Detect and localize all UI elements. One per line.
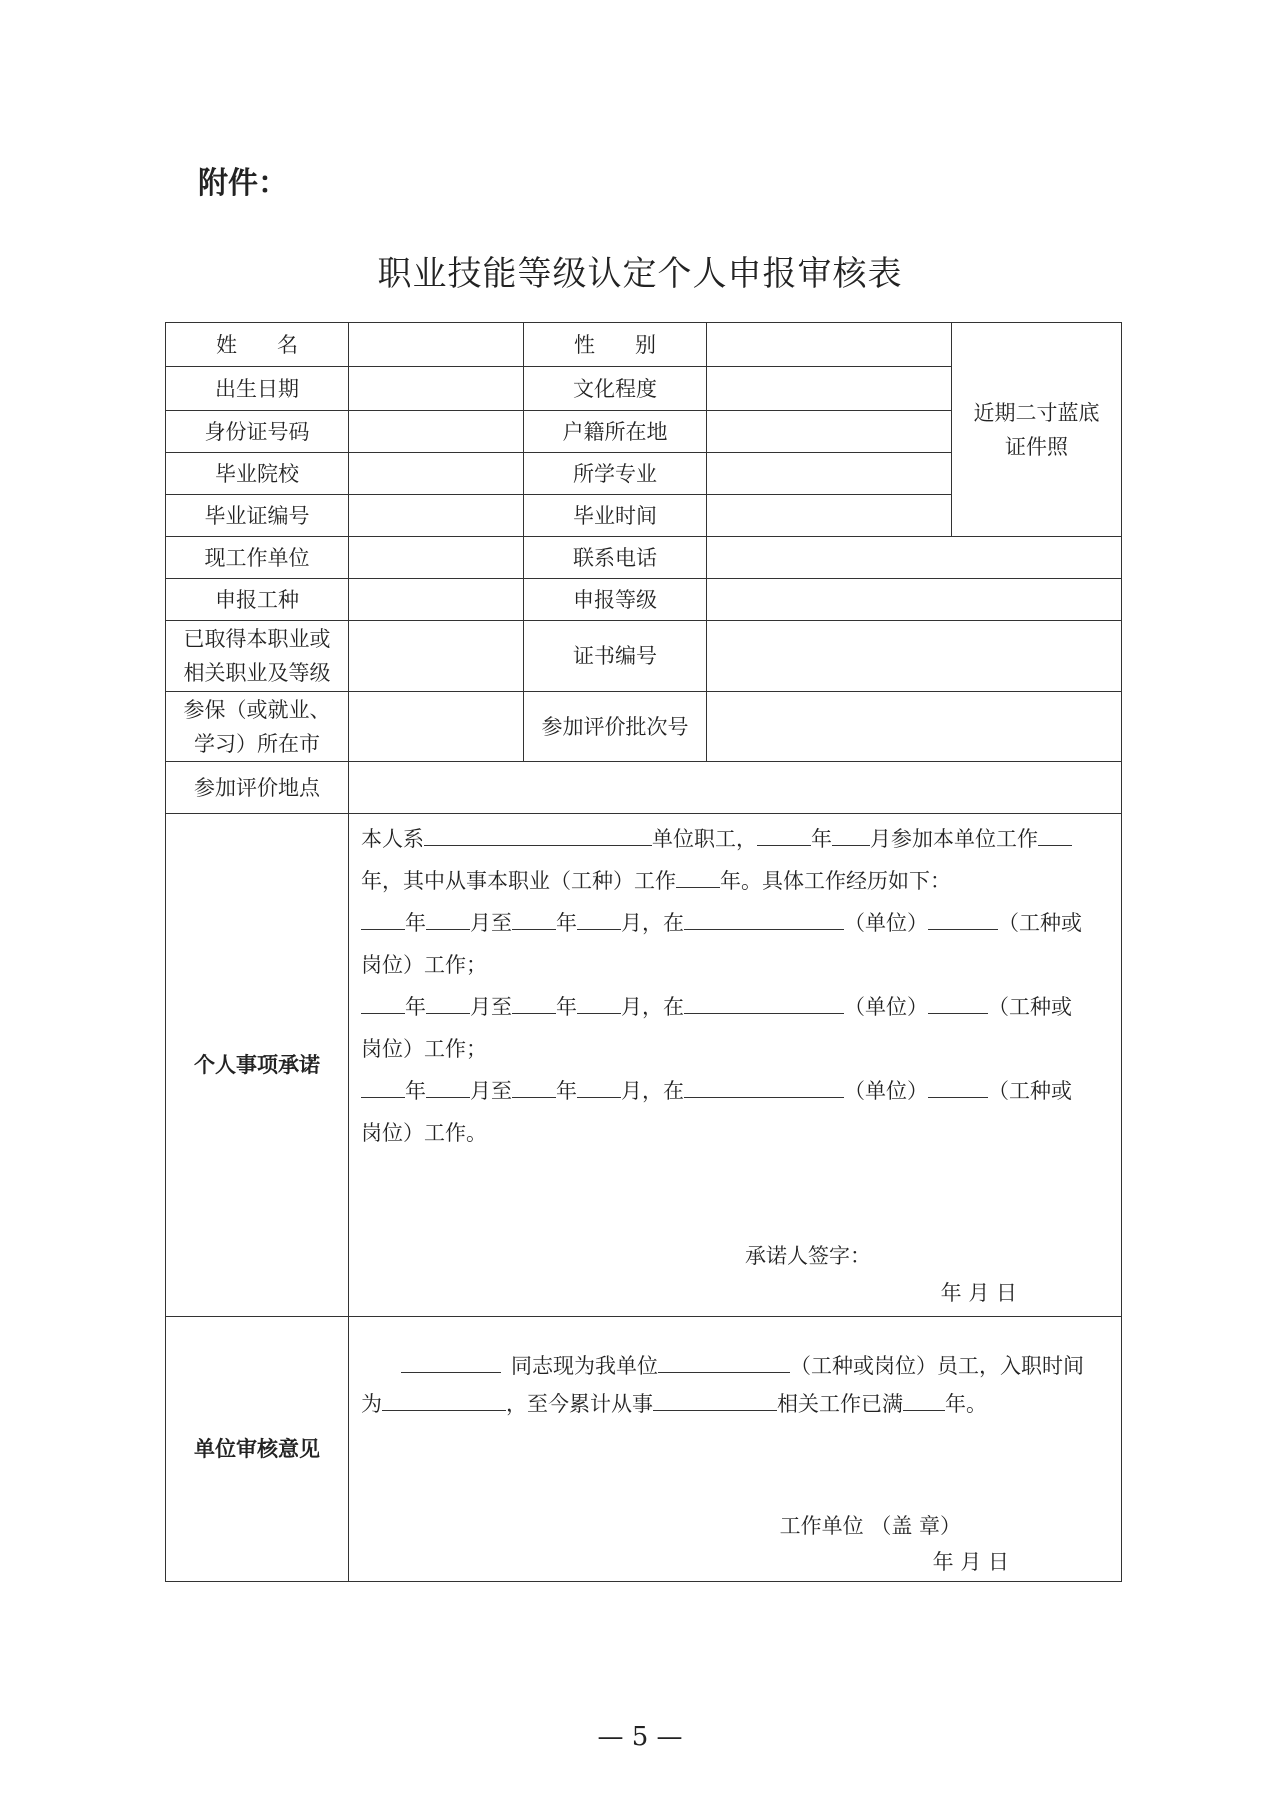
history-row-2-cont: 岗位）工作；: [361, 1037, 487, 1061]
blank-h3-m1[interactable]: [426, 1075, 470, 1098]
blank-h2-m1[interactable]: [426, 991, 470, 1014]
audit-label: 单位审核意见: [166, 1317, 349, 1582]
blank-work-years[interactable]: [676, 865, 720, 888]
blank-h2-y2[interactable]: [512, 991, 556, 1014]
photo-label-line1: 近期二寸蓝底: [973, 400, 1100, 425]
obtained-level-label: [166, 621, 349, 692]
form-title: 职业技能等级认定个人申报审核表: [377, 254, 903, 294]
birth-date-field[interactable]: [349, 367, 524, 411]
obtained-level-label-line1: 已取得本职业或: [183, 627, 331, 651]
photo-box[interactable]: [952, 323, 1122, 537]
apply-level-label: 申报等级: [524, 579, 707, 621]
blank-h1-y2[interactable]: [512, 907, 556, 930]
blank-year-tail[interactable]: [1038, 823, 1072, 846]
application-form-table: [165, 322, 1122, 1582]
audit-stamp-label: 工作单位 （盖 章）: [779, 1514, 961, 1538]
blank-start-month[interactable]: [832, 823, 870, 846]
pledge-line-2: 年，其中从事本职业（工种）工作 年。具体工作经历如下：: [361, 862, 1111, 900]
apply-level-field[interactable]: [707, 579, 1122, 621]
batch-no-field[interactable]: [707, 692, 1122, 762]
blank-h3-m2[interactable]: [577, 1075, 621, 1098]
cert-no-field[interactable]: [707, 621, 1122, 692]
pledge-date: 年 月 日: [940, 1281, 1017, 1305]
household-field[interactable]: [707, 411, 952, 453]
education-label: 文化程度: [524, 367, 707, 411]
obtained-level-label-line2: 相关职业及等级: [183, 661, 331, 685]
blank-h2-y1[interactable]: [361, 991, 405, 1014]
insured-city-label-line2: 学习）所在市: [194, 731, 320, 756]
school-field[interactable]: [349, 453, 524, 495]
birth-date-label: 出生日期: [166, 367, 349, 411]
blank-h1-y1[interactable]: [361, 907, 405, 930]
grad-time-label: 毕业时间: [524, 495, 707, 537]
diploma-no-field[interactable]: [349, 495, 524, 537]
blank-h3-y2[interactable]: [512, 1075, 556, 1098]
attachment-label: 附件：: [198, 166, 288, 201]
blank-audit-hire-date[interactable]: [382, 1388, 506, 1411]
id-number-label: 身份证号码: [166, 411, 349, 453]
pledge-signer-label: 承诺人签字：: [745, 1244, 871, 1268]
household-label: 户籍所在地: [524, 411, 707, 453]
blank-h2-m2[interactable]: [577, 991, 621, 1014]
blank-start-year[interactable]: [757, 823, 811, 846]
eval-site-label: 参加评价地点: [166, 762, 349, 814]
blank-h1-job[interactable]: [928, 907, 998, 930]
phone-label: 联系电话: [524, 537, 707, 579]
name-label: 姓 名: [166, 323, 349, 367]
insured-city-label-line1: 参保（或就业、: [183, 697, 331, 722]
insured-city-label: [166, 692, 349, 762]
blank-h2-job[interactable]: [928, 991, 988, 1014]
grad-time-field[interactable]: [707, 495, 952, 537]
apply-job-field[interactable]: [349, 579, 524, 621]
blank-h1-m1[interactable]: [426, 907, 470, 930]
audit-date: 年 月 日: [932, 1550, 1009, 1574]
pledge-label: 个人事项承诺: [166, 814, 349, 1317]
audit-content[interactable]: [349, 1317, 1122, 1582]
pledge-line-1: 本人系 单位职工， 年 月参加本单位工作: [361, 820, 1111, 858]
audit-line-1: 同志现为我单位 （工种或岗位）员工，入职时间: [361, 1347, 1111, 1385]
audit-line-2: 为 ，至今累计从事 相关工作已满 年。: [361, 1385, 1111, 1423]
page-number: — 5 —: [597, 1722, 683, 1752]
blank-unit[interactable]: [424, 823, 652, 846]
photo-label-line2: 证件照: [1005, 434, 1068, 459]
gender-field[interactable]: [707, 323, 952, 367]
blank-h1-unit[interactable]: [684, 907, 844, 930]
history-row-1-cont: 岗位）工作；: [361, 953, 487, 977]
phone-field[interactable]: [707, 537, 1122, 579]
blank-h1-m2[interactable]: [577, 907, 621, 930]
obtained-level-field[interactable]: [349, 621, 524, 692]
pledge-content[interactable]: [349, 814, 1122, 1317]
blank-h3-job[interactable]: [928, 1075, 988, 1098]
history-row-2: 年 月至 年 月，在 （单位） （工种或: [361, 988, 1111, 1026]
blank-h3-y1[interactable]: [361, 1075, 405, 1098]
apply-job-label: 申报工种: [166, 579, 349, 621]
eval-site-field[interactable]: [349, 762, 1122, 814]
blank-h3-unit[interactable]: [684, 1075, 844, 1098]
gender-label: 性 别: [524, 323, 707, 367]
name-field[interactable]: [349, 323, 524, 367]
blank-audit-field[interactable]: [653, 1388, 777, 1411]
employer-field[interactable]: [349, 537, 524, 579]
employer-label: 现工作单位: [166, 537, 349, 579]
blank-audit-years[interactable]: [903, 1388, 945, 1411]
history-row-3-cont: 岗位）工作。: [361, 1121, 487, 1145]
diploma-no-label: 毕业证编号: [166, 495, 349, 537]
cert-no-label: 证书编号: [524, 621, 707, 692]
insured-city-field[interactable]: [349, 692, 524, 762]
blank-audit-job[interactable]: [658, 1350, 790, 1373]
major-field[interactable]: [707, 453, 952, 495]
education-field[interactable]: [707, 367, 952, 411]
id-number-field[interactable]: [349, 411, 524, 453]
batch-no-label: 参加评价批次号: [524, 692, 707, 762]
history-row-3: 年 月至 年 月，在 （单位） （工种或: [361, 1072, 1111, 1110]
blank-h2-unit[interactable]: [684, 991, 844, 1014]
school-label: 毕业院校: [166, 453, 349, 495]
history-row-1: 年 月至 年 月，在 （单位） （工种或: [361, 904, 1111, 942]
major-label: 所学专业: [524, 453, 707, 495]
blank-audit-name[interactable]: [401, 1350, 501, 1373]
